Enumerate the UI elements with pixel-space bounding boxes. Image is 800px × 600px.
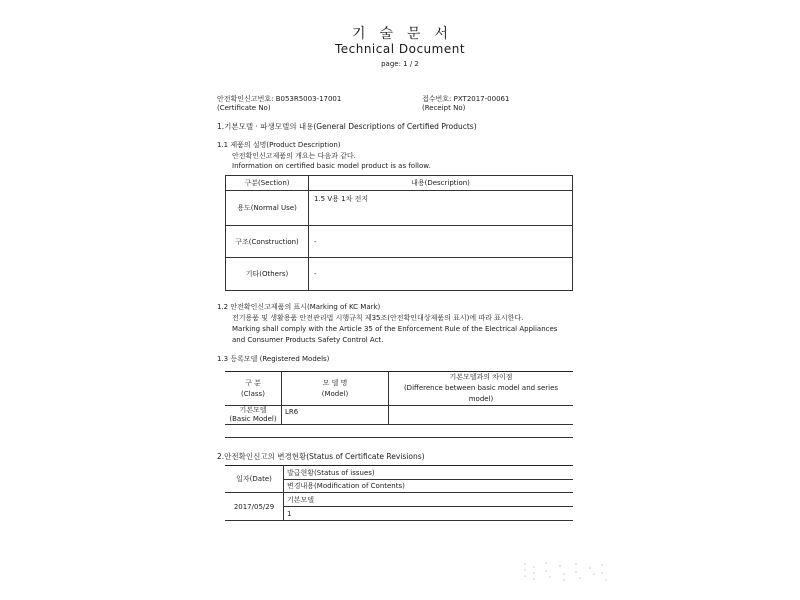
column-header-status-of-issues: 발급현황(Status of issues) <box>284 466 574 480</box>
table-row <box>225 466 573 480</box>
row-description-others: - <box>309 258 573 291</box>
table-header-row <box>226 176 573 191</box>
column-header-modification: 변경내용(Modification of Contents) <box>284 480 574 493</box>
table-row <box>226 226 573 258</box>
column-header-difference-en: (Difference between basic model and series model) <box>403 384 559 403</box>
section-1-2-text-en-1: Marking shall comply with the Article 35 of the Enforcement Rule of the Electrical Appliances <box>232 325 558 333</box>
row-model-name: LR6 <box>282 406 389 425</box>
column-header-model <box>282 372 389 406</box>
certificate-label-en: (Certificate No) <box>217 104 271 112</box>
section-1-1-text-en: Information on certified basic model product is as follow. <box>232 162 431 170</box>
column-header-class-en: (Class) <box>241 389 265 398</box>
row-section-normal-use: 용도(Normal Use) <box>226 191 309 226</box>
section-1-2-text-kr: 전기용품 및 생활용품 안전관리법 시행규칙 제35조(안전확인대상제품의 표시)에 따라 표시한다. <box>232 314 524 322</box>
revision-date: 2017/05/29 <box>225 493 284 521</box>
column-header-section: 구분(Section) <box>226 176 309 191</box>
document-title-korean: 기술문서 <box>351 26 463 42</box>
section-1-heading: 1.기본모델 · 파생모델의 내용(General Descriptions of Certified Products) <box>217 122 477 131</box>
table-row <box>226 258 573 291</box>
column-header-difference-kr: 기본모델과의 차이점 <box>449 373 513 381</box>
row-description-normal-use: 1.5 V용 1차 전지 <box>309 191 573 226</box>
receipt-label-en: (Receipt No) <box>422 104 466 112</box>
certificate-number: B053R5003-17001 <box>275 95 342 103</box>
section-1-1-text-kr: 안전확인신고제품의 개요는 다음과 같다. <box>232 152 356 160</box>
table-header-row <box>225 372 573 406</box>
divider-line <box>225 437 573 438</box>
receipt-number: PXT2017-00061 <box>453 95 510 103</box>
section-1-2-heading: 1.2 안전확인신고제품의 표시(Marking of KC Mark) <box>217 303 381 311</box>
column-header-description: 내용(Description) <box>309 176 573 191</box>
column-header-model-en: (Model) <box>321 389 349 398</box>
row-section-construction: 구조(Construction) <box>226 226 309 258</box>
column-header-date: 일자(Date) <box>225 466 284 493</box>
table-row <box>225 406 573 425</box>
column-header-difference <box>389 372 574 406</box>
product-description-table <box>225 175 573 291</box>
section-1-2-text-en-2: and Consumer Products Safety Control Act. <box>232 336 384 344</box>
certificate-label-kr: 안전확인신고번호: <box>217 95 274 103</box>
row-section-others: 기타(Others) <box>226 258 309 291</box>
row-class-kr: 기본모델 <box>239 406 267 414</box>
section-1-3-heading: 1.3 등록모델 (Registered Models) <box>217 355 330 363</box>
row-description-construction: - <box>309 226 573 258</box>
page-number: page: 1 / 2 <box>381 60 419 68</box>
table-row <box>225 493 573 507</box>
registered-models-table <box>225 371 573 425</box>
receipt-number-block <box>422 95 509 113</box>
receipt-label-kr: 접수번호: <box>422 95 452 103</box>
certificate-revisions-table <box>225 465 573 521</box>
document-title-english: Technical Document <box>334 42 466 56</box>
table-row <box>226 191 573 226</box>
section-2-heading: 2.안전확인신고의 변경현황(Status of Certificate Revisions) <box>217 452 425 461</box>
column-header-class-kr: 구 분 <box>245 378 261 387</box>
divider-line <box>225 424 573 425</box>
column-header-model-kr: 모 델 명 <box>322 378 348 387</box>
row-class-basic-model <box>225 406 282 425</box>
certificate-number-block <box>217 95 341 113</box>
section-1-1-heading: 1.1 제품의 설명(Product Description) <box>217 141 341 149</box>
revision-issue-status: 기본모델 <box>284 493 574 507</box>
row-class-en: (Basic Model) <box>229 415 277 423</box>
row-difference <box>389 406 574 425</box>
revision-modification: 1 <box>284 507 574 521</box>
scan-noise-marks <box>520 560 610 585</box>
column-header-class <box>225 372 282 406</box>
